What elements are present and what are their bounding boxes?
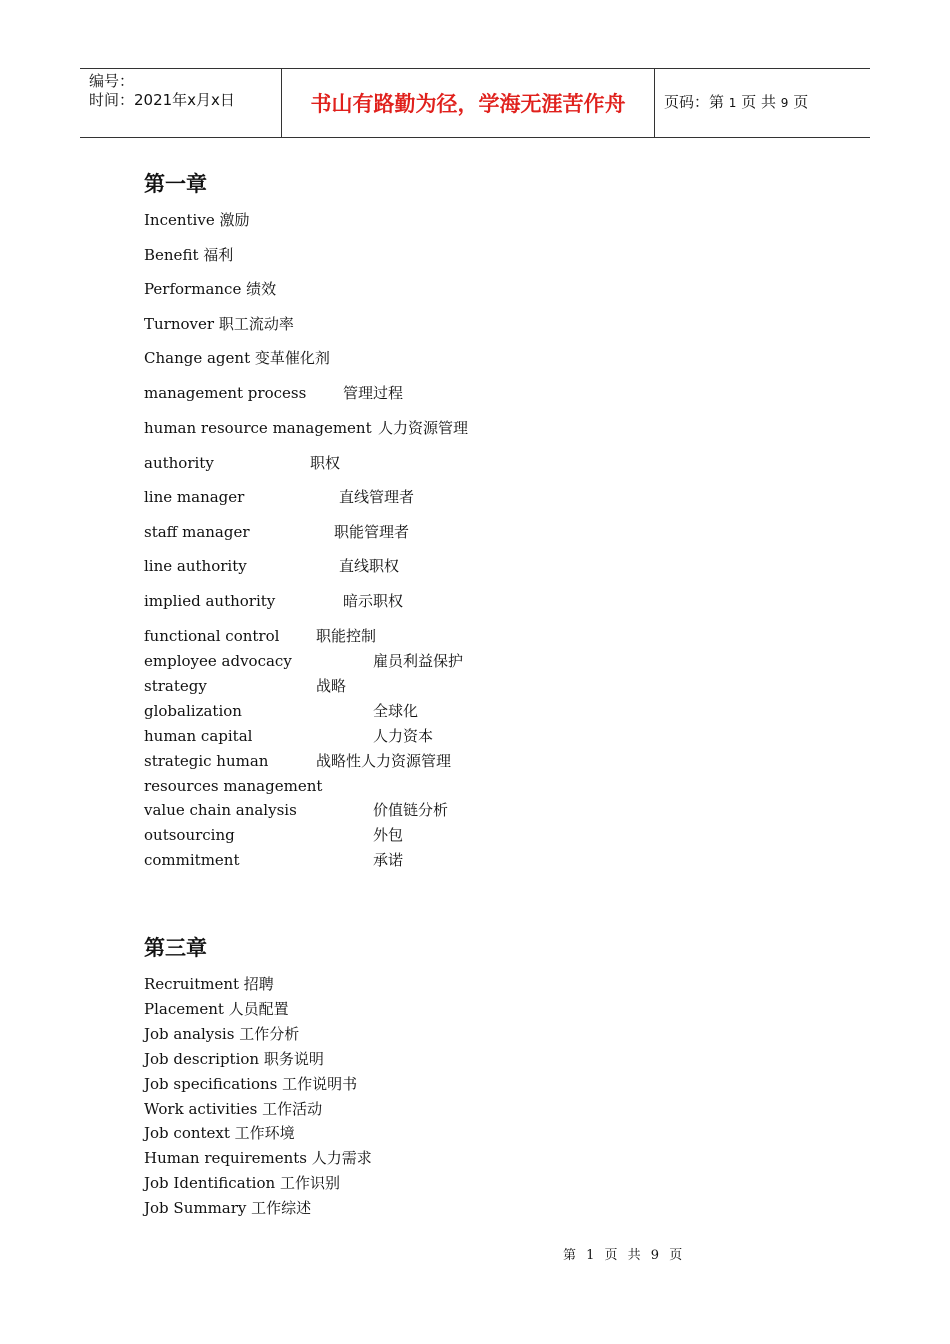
glossary-term-en: employee advocacy <box>144 652 292 670</box>
glossary-term-en: staff manager <box>144 523 250 541</box>
glossary-term-cn: 战略性人力资源管理 <box>316 752 452 770</box>
glossary-term-en: strategic human <box>144 752 269 770</box>
glossary-item: Job specifications 工作说明书 <box>144 1075 358 1093</box>
glossary-term-cn: 雇员利益保护 <box>373 652 464 670</box>
page-footer: 第 1 页 共 9 页 <box>563 1248 683 1263</box>
glossary-item: Turnover 职工流动率 <box>144 315 294 333</box>
glossary-item: Job description 职务说明 <box>144 1050 324 1068</box>
glossary-item: Placement 人员配置 <box>144 1000 289 1018</box>
glossary-term-en: strategy <box>144 677 207 695</box>
glossary-item: Incentive 激励 <box>144 211 250 229</box>
glossary-term-en: functional control <box>144 627 280 645</box>
glossary-term-cn: 职权 <box>310 454 341 472</box>
glossary-item: Job Identification 工作识别 <box>144 1174 340 1192</box>
glossary-term-cn: 暗示职权 <box>343 592 404 610</box>
document-time-label: 时间：2021年x月x日 <box>89 91 235 109</box>
glossary-term-cn: 职能管理者 <box>334 523 410 541</box>
glossary-term-cn: 价值链分析 <box>373 801 449 819</box>
glossary-term-cn: 外包 <box>373 826 404 844</box>
header-meta-cell <box>80 69 282 137</box>
glossary-item: Job analysis 工作分析 <box>144 1025 300 1043</box>
glossary-term-en: line manager <box>144 488 245 506</box>
glossary-term-en: authority <box>144 454 214 472</box>
glossary-term-cn: 人力资源管理 <box>378 419 469 437</box>
glossary-term-cn: 全球化 <box>373 702 419 720</box>
glossary-term-en: human resource management <box>144 419 372 437</box>
header-page-info <box>664 93 808 112</box>
chapter-one-title: 第一章 <box>144 172 207 196</box>
glossary-item: Recruitment 招聘 <box>144 975 274 993</box>
page-header <box>80 68 870 138</box>
page-label: 页码：第 <box>664 93 725 111</box>
glossary-term-cn: 职能控制 <box>316 627 377 645</box>
glossary-term-cn: 人力资本 <box>373 727 434 745</box>
page-total: 9 <box>780 96 789 110</box>
glossary-term-cn: 直线职权 <box>339 557 400 575</box>
chapter-three-title: 第三章 <box>144 936 207 960</box>
page-number: 1 <box>728 96 737 110</box>
glossary-term-en: human capital <box>144 727 253 745</box>
glossary-item: Work activities 工作活动 <box>144 1100 323 1118</box>
glossary-term-en: resources management <box>144 777 323 795</box>
glossary-term-en: globalization <box>144 702 242 720</box>
glossary-term-cn: 战略 <box>316 677 347 695</box>
glossary-item: Benefit 福利 <box>144 246 234 264</box>
document-number-label: 编号： <box>89 72 135 90</box>
glossary-item: Change agent 变革催化剂 <box>144 349 330 367</box>
glossary-item: Human requirements 人力需求 <box>144 1149 372 1167</box>
glossary-term-cn: 直线管理者 <box>339 488 415 506</box>
glossary-term-cn: 承诺 <box>373 851 404 869</box>
glossary-item: Performance 绩效 <box>144 280 277 298</box>
glossary-term-en: value chain analysis <box>144 801 297 819</box>
glossary-term-en: commitment <box>144 851 240 869</box>
glossary-term-en: implied authority <box>144 592 276 610</box>
glossary-term-cn: 管理过程 <box>343 384 404 402</box>
glossary-term-en: outsourcing <box>144 826 235 844</box>
header-motto-cell <box>282 69 655 137</box>
glossary-item: Job context 工作环境 <box>144 1124 295 1142</box>
glossary-term-en: line authority <box>144 557 247 575</box>
glossary-item: Job Summary 工作综述 <box>144 1199 312 1217</box>
header-motto: 书山有路勤为径，学海无涯苦作舟 <box>310 92 626 116</box>
header-page-cell <box>655 69 870 137</box>
page-mid-label: 页 共 <box>741 93 776 111</box>
glossary-term-en: management process <box>144 384 307 402</box>
page-end-label: 页 <box>793 93 809 111</box>
